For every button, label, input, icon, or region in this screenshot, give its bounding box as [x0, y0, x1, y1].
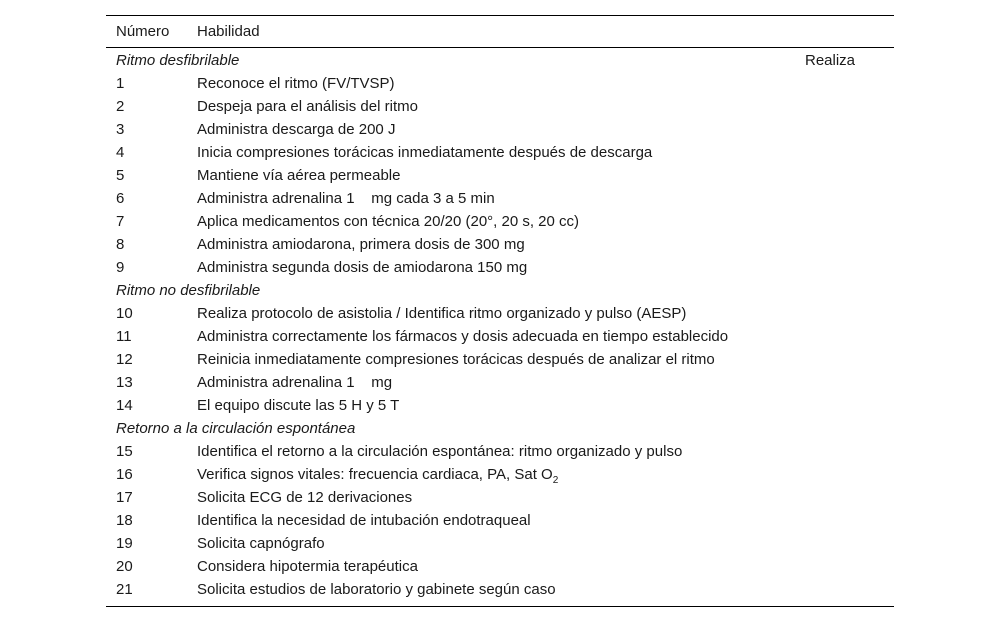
section-row — [106, 49, 894, 72]
row-number: 21 — [116, 581, 133, 598]
section-title: Retorno a la circulación espontánea — [116, 420, 356, 437]
row-skill-text: Administra correctamente los fármacos y dosis adecuada en tiempo establecido — [197, 328, 729, 345]
row-skill-subscript: 2 — [552, 475, 559, 486]
table-row — [106, 210, 894, 233]
row-skill — [197, 328, 894, 345]
row-skill-text: Solicita capnógrafo — [197, 535, 325, 552]
row-skill-text: El equipo discute las 5 H y 5 T — [197, 397, 400, 414]
row-number: 12 — [116, 351, 133, 368]
row-number: 5 — [116, 167, 125, 184]
table-row — [106, 463, 894, 486]
table-row — [106, 578, 894, 601]
row-number: 19 — [116, 535, 133, 552]
row-skill-text: Administra adrenalina 1 mg — [197, 374, 393, 391]
header-numero: Número — [116, 23, 170, 40]
row-skill-text: Administra adrenalina 1 mg cada 3 a 5 min — [197, 190, 495, 207]
row-number: 14 — [116, 397, 133, 414]
row-number: 1 — [116, 75, 125, 92]
row-skill — [197, 397, 894, 414]
table-row — [106, 256, 894, 279]
row-number: 9 — [116, 259, 125, 276]
row-number: 20 — [116, 558, 133, 575]
row-skill-text: Considera hipotermia terapéutica — [197, 558, 418, 575]
row-skill — [197, 190, 894, 207]
row-number: 13 — [116, 374, 133, 391]
row-skill — [197, 489, 894, 506]
section-title: Ritmo no desfibrilable — [116, 282, 261, 299]
table-row — [106, 302, 894, 325]
row-skill — [197, 213, 894, 230]
row-skill-text: Administra segunda dosis de amiodarona 150 mg — [197, 259, 528, 276]
row-number: 6 — [116, 190, 125, 207]
table-row — [106, 509, 894, 532]
row-skill-text: Inicia compresiones torácicas inmediatamente después de descarga — [197, 144, 653, 161]
table-row — [106, 118, 894, 141]
table-row — [106, 486, 894, 509]
row-skill — [197, 98, 894, 115]
row-skill-text: Identifica el retorno a la circulación espontánea: ritmo organizado y pulso — [197, 443, 683, 460]
row-number: 4 — [116, 144, 125, 161]
row-skill-text: Reconoce el ritmo (FV/TVSP) — [197, 75, 395, 92]
row-skill — [197, 75, 894, 92]
table-row — [106, 394, 894, 417]
table-body — [106, 49, 894, 601]
row-number: 3 — [116, 121, 125, 138]
section-title: Ritmo desfibrilable — [116, 52, 240, 69]
row-skill-text: Verifica signos vitales: frecuencia cardiaca, PA, Sat O — [197, 466, 553, 483]
section-row — [106, 417, 894, 440]
section-row — [106, 279, 894, 302]
row-number: 7 — [116, 213, 125, 230]
row-skill-text: Reinicia inmediatamente compresiones torácicas después de analizar el ritmo — [197, 351, 715, 368]
row-skill-text: Despeja para el análisis del ritmo — [197, 98, 418, 115]
row-number: 15 — [116, 443, 133, 460]
row-skill-text: Aplica medicamentos con técnica 20/20 (20°, 20 s, 20 cc) — [197, 213, 580, 230]
row-skill — [197, 535, 894, 552]
table-header-rule — [106, 47, 894, 48]
row-skill — [197, 236, 894, 253]
skills-table — [106, 15, 894, 607]
table-header-row — [106, 16, 894, 47]
table-row — [106, 233, 894, 256]
row-skill — [197, 259, 894, 276]
row-skill — [197, 144, 894, 161]
row-skill-text: Administra descarga de 200 J — [197, 121, 396, 138]
table-row — [106, 325, 894, 348]
table-bottom-rule — [106, 606, 894, 607]
row-number: 10 — [116, 305, 133, 322]
table-row — [106, 532, 894, 555]
row-number: 16 — [116, 466, 133, 483]
row-skill-text: Identifica la necesidad de intubación endotraqueal — [197, 512, 531, 529]
row-skill — [197, 466, 894, 486]
header-habilidad: Habilidad — [197, 23, 260, 40]
row-skill — [197, 305, 894, 322]
row-skill — [197, 443, 894, 460]
row-skill — [197, 351, 894, 368]
row-number: 2 — [116, 98, 125, 115]
table-row — [106, 164, 894, 187]
header-realiza: Realiza — [805, 52, 856, 69]
table-row — [106, 95, 894, 118]
table-row — [106, 371, 894, 394]
row-number: 11 — [116, 328, 132, 345]
table-row — [106, 440, 894, 463]
row-number: 18 — [116, 512, 133, 529]
row-skill — [197, 374, 894, 391]
row-skill-text: Solicita estudios de laboratorio y gabinete según caso — [197, 581, 556, 598]
row-skill — [197, 581, 894, 598]
table-row — [106, 72, 894, 95]
row-skill — [197, 167, 894, 184]
row-skill-text: Realiza protocolo de asistolia / Identifica ritmo organizado y pulso (AESP) — [197, 305, 687, 322]
row-number: 17 — [116, 489, 133, 506]
table-row — [106, 555, 894, 578]
row-skill — [197, 558, 894, 575]
row-skill — [197, 512, 894, 529]
row-skill-text: Solicita ECG de 12 derivaciones — [197, 489, 413, 506]
table-row — [106, 348, 894, 371]
table-row — [106, 187, 894, 210]
row-number: 8 — [116, 236, 125, 253]
table-row — [106, 141, 894, 164]
row-skill — [197, 121, 894, 138]
row-skill-text: Mantiene vía aérea permeable — [197, 167, 401, 184]
row-skill-text: Administra amiodarona, primera dosis de 300 mg — [197, 236, 525, 253]
